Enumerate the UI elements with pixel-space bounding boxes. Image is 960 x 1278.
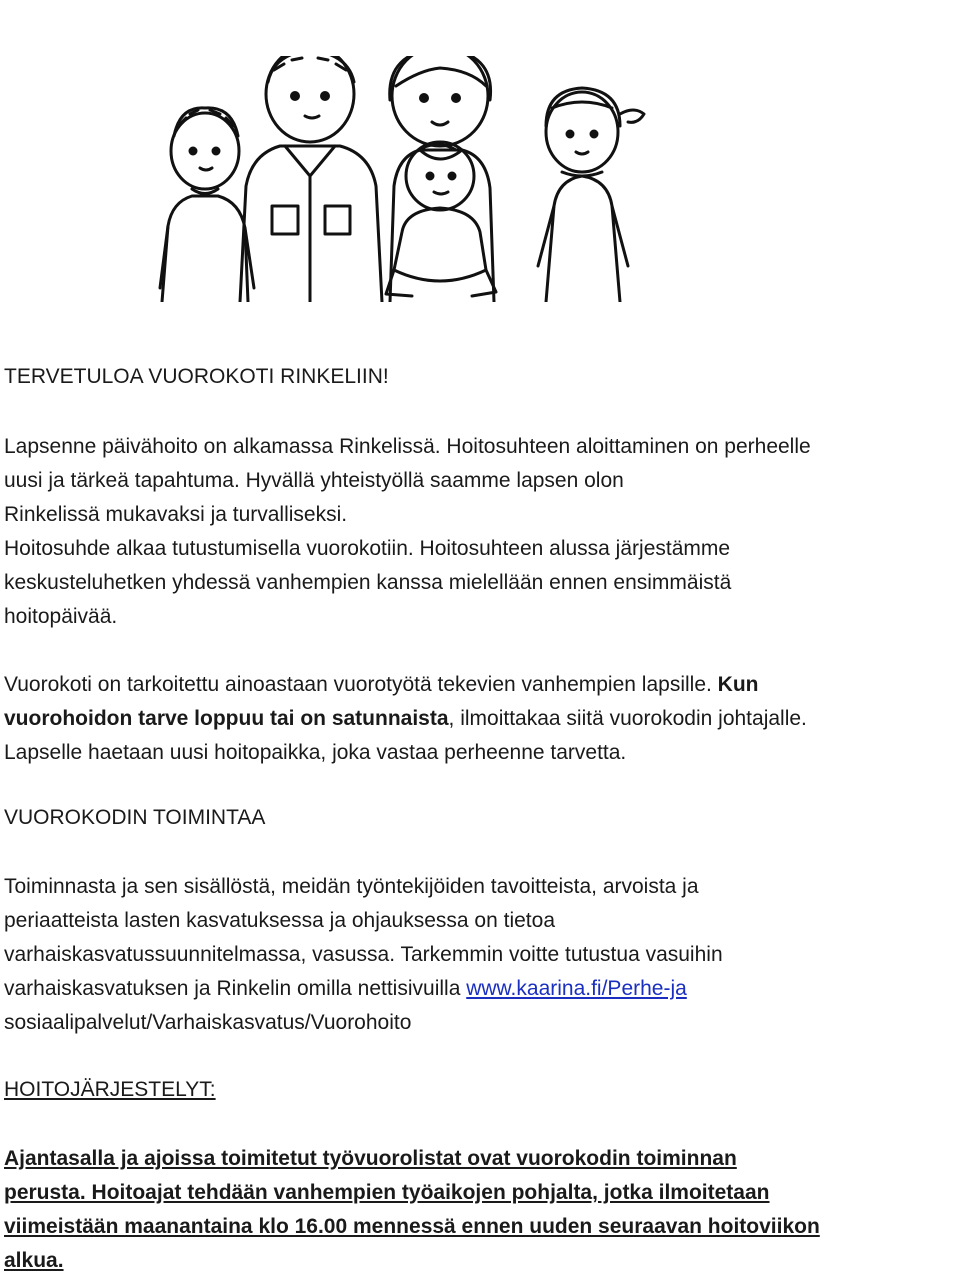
page-title: TERVETULOA VUOROKOTI RINKELIIN! (4, 365, 389, 388)
intro-line: uusi ja tärkeä tapahtuma. Hyvällä yhteistyöllä saamme lapsen olon (4, 469, 624, 492)
toiminta-paragraph (4, 870, 956, 1040)
vuorokoti-line-2 (4, 702, 956, 736)
toiminta-line: periaatteista lasten kasvatuksessa ja ohjauksessa on tietoa (4, 909, 555, 932)
baby-figure (386, 142, 496, 296)
hoitojarjestelyt-line: alkua. (4, 1249, 64, 1272)
girl-figure (538, 88, 644, 302)
toiminta-line: varhaiskasvatussuunnitelmassa, vasussa. Tarkemmin voitte tutustua vasuihin (4, 943, 723, 966)
intro-line: hoitopäivää. (4, 605, 118, 628)
vuorokoti-line-3: Lapselle haetaan uusi hoitopaikka, joka vastaa perheenne tarvetta. (4, 741, 627, 764)
hoitojarjestelyt-line: Ajantasalla ja ajoissa toimitetut työvuorolistat ovat vuorokodin toiminnan (4, 1147, 737, 1170)
intro-paragraph (4, 430, 956, 634)
toiminta-heading: VUOROKODIN TOIMINTAA (4, 806, 266, 829)
toiminta-text: varhaiskasvatuksen ja Rinkelin omilla nettisivuilla (4, 977, 467, 1000)
hoitojarjestelyt-heading: HOITOJÄRJESTELYT: (4, 1078, 216, 1101)
hoitojarjestelyt-line: viimeistään maanantaina klo 16.00 mennessä ennen uuden seuraavan hoitoviikon (4, 1215, 820, 1238)
hoitojarjestelyt-line: perusta. Hoitoajat tehdään vanhempien työaikojen pohjalta, jotka ilmoitetaan (4, 1181, 770, 1204)
vuorokoti-bold: Kun (717, 673, 759, 696)
intro-line: Hoitosuhde alkaa tutustumisella vuorokotiin. Hoitosuhteen alussa järjestämme (4, 537, 731, 560)
vuorokoti-line-1 (4, 668, 956, 702)
intro-line: keskusteluhetken yhdessä vanhempien kanssa mielellään ennen ensimmäistä (4, 571, 732, 594)
website-link[interactable]: www.kaarina.fi/Perhe-ja (466, 977, 687, 1000)
vuorokoti-text: Vuorokoti on tarkoitettu ainoastaan vuorotyötä tekevien vanhempien lapsille. (4, 673, 718, 696)
vuorokoti-paragraph (4, 668, 956, 770)
intro-line: Lapsenne päivähoito on alkamassa Rinkelissä. Hoitosuhteen aloittaminen on perheelle (4, 435, 811, 458)
toiminta-line: sosiaalipalvelut/Varhaiskasvatus/Vuorohoito (4, 1011, 412, 1034)
father-figure (240, 56, 382, 302)
intro-line: Rinkelissä mukavaksi ja turvalliseksi. (4, 503, 348, 526)
family-illustration (150, 56, 690, 302)
vuorokoti-bold: vuorohoidon tarve loppuu tai on satunnaista (4, 707, 449, 730)
hoitojarjestelyt-paragraph (4, 1142, 956, 1278)
toiminta-line (4, 972, 956, 1006)
boy-figure (160, 108, 254, 302)
vuorokoti-text: , ilmoittakaa siitä vuorokodin johtajalle. (448, 707, 807, 730)
toiminta-line: Toiminnasta ja sen sisällöstä, meidän työntekijöiden tavoitteista, arvoista ja (4, 875, 699, 898)
